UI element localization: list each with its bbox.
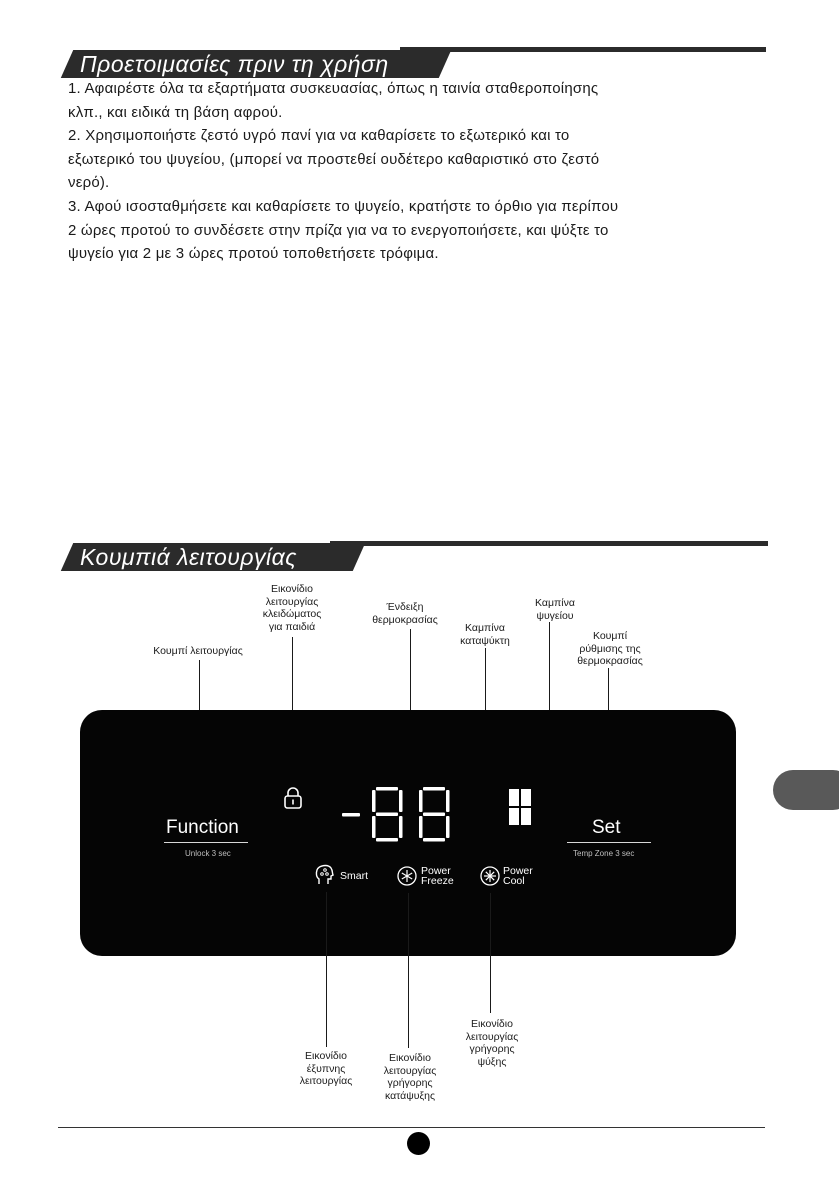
snowflake-icon: [397, 866, 417, 886]
callout-freezer-compartment: Καμπίνα καταψύκτη: [460, 622, 510, 647]
function-sub-label: Unlock 3 sec: [185, 849, 231, 858]
body-line: ψυγείο για 2 με 3 ώρες προτού τοποθετήσετε τρόφιμα.: [68, 245, 439, 263]
callout-fridge-compartment: Καμπίνα ψυγείου: [535, 597, 575, 622]
function-divider: [164, 842, 248, 843]
body-line: 1. Αφαιρέστε όλα τα εξαρτήματα συσκευασίας, όπως η ταινία σταθεροποίησης: [68, 80, 599, 97]
seven-segment-digits: [340, 784, 460, 844]
callout-smart: Εικονίδιο έξυπνης λειτουργίας: [299, 1050, 353, 1087]
smart-head-icon: [315, 864, 335, 886]
side-tab: [773, 770, 839, 810]
footer-rule: [58, 1127, 765, 1128]
set-divider: [567, 842, 651, 843]
body-line: 2 ώρες προτού το συνδέσετε στην πρίζα για να το ενεργοποιήσετε, και ψύξτε το: [68, 221, 609, 239]
callout-function-button: Κουμπί λειτουργίας: [153, 645, 243, 657]
smart-label: Smart: [340, 870, 369, 882]
compartment-icon: [509, 789, 533, 825]
function-button[interactable]: Function: [166, 817, 239, 838]
section1-header-line: [400, 47, 766, 52]
leader-cool: [490, 893, 491, 1013]
temperature-display: [340, 784, 460, 844]
callout-child-lock: Εικονίδιο λειτουργίας κλειδώματος για παιδιά: [262, 583, 322, 633]
section1-title: Προετοιμασίες πριν τη χρήση: [80, 51, 389, 77]
set-sub-label: Temp Zone 3 sec: [573, 849, 635, 858]
leader-smart: [326, 892, 327, 1047]
callout-set-button: Κουμπί ρύθμισης της θερμοκρασίας: [577, 630, 643, 667]
callout-power-cool: Εικονίδιο λειτουργίας γρήγορης ψύξης: [465, 1018, 519, 1068]
section2-title: Κουμπιά λειτουργίας: [80, 544, 297, 570]
body-line: νερό).: [68, 174, 110, 192]
body-line: 3. Αφού ισοσταθμήσετε και καθαρίσετε το ψυγείο, κρατήστε το όρθιο για περίπου: [68, 197, 619, 215]
power-freeze-label: Power Freeze: [421, 865, 454, 887]
callout-temp-display: Ένδειξη θερμοκρασίας: [372, 601, 438, 626]
body-line: κλπ., και ειδικά τη βάση αφρού.: [68, 103, 283, 121]
asterisk-icon: [480, 866, 500, 886]
section2-header-line: [330, 541, 768, 546]
body-line: 2. Χρησιμοποιήστε ζεστό υγρό πανί για να καθαρίσετε το εξωτερικό και το: [68, 127, 570, 145]
leader-freeze: [408, 893, 409, 1048]
set-button[interactable]: Set: [592, 817, 621, 838]
body-line: εξωτερικό του ψυγείου, (μπορεί να προστεθεί ουδέτερο καθαριστικό στο ζεστό: [68, 150, 600, 168]
callout-power-freeze: Εικονίδιο λειτουργίας γρήγορης κατάψυξης: [383, 1052, 437, 1102]
page-number-dot: [407, 1132, 430, 1155]
lock-icon: [283, 786, 303, 810]
power-cool-label: Power Cool: [503, 865, 533, 887]
section1-body: [68, 77, 708, 266]
